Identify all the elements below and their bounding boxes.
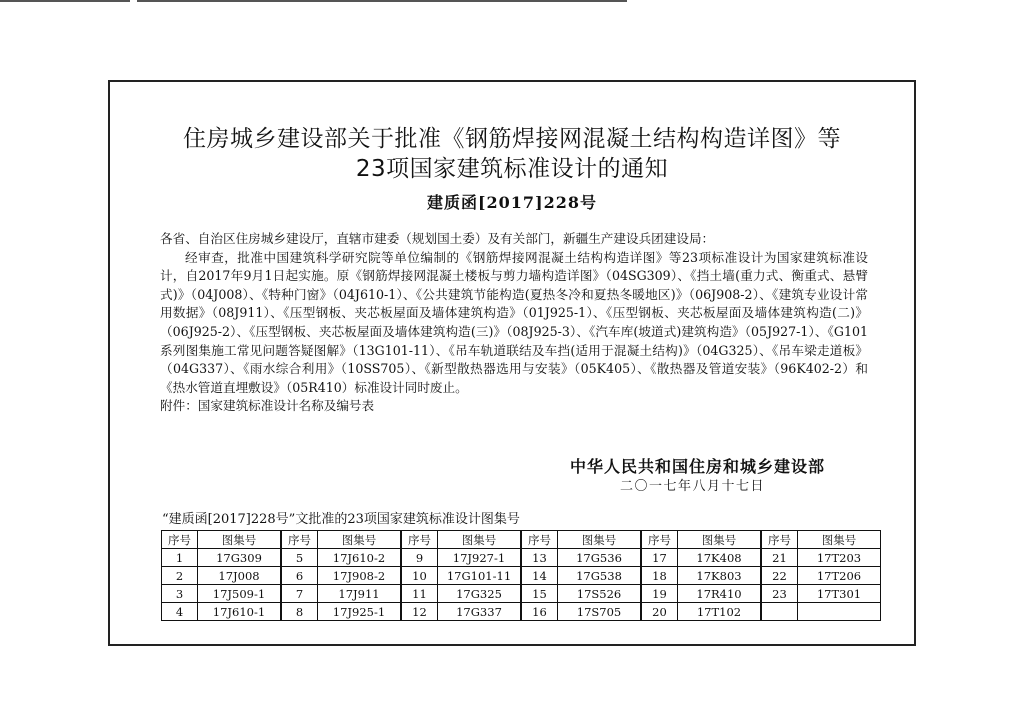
issue-date: 二〇一七年八月十七日: [620, 479, 766, 494]
table-cell: 10: [401, 567, 438, 585]
table-cell: 17J908-2: [318, 567, 402, 585]
table-cell: 17G101-11: [438, 567, 522, 585]
header-cell: 序号: [761, 531, 798, 549]
table-cell: 17J610-2: [318, 549, 402, 567]
top-edge-line: [0, 0, 130, 2]
table-cell: 13: [521, 549, 558, 567]
table-header-row: [162, 531, 881, 549]
table-cell: 22: [761, 567, 798, 585]
table-cell: 17G337: [438, 603, 522, 621]
table-cell: 15: [521, 585, 558, 603]
header-cell: 序号: [281, 531, 318, 549]
top-edge-line: [137, 0, 627, 2]
table-cell: 17K803: [678, 567, 762, 585]
header-cell: 序号: [401, 531, 438, 549]
table-cell: 12: [401, 603, 438, 621]
header-cell: 图集号: [198, 531, 282, 549]
table-cell: 17J610-1: [198, 603, 282, 621]
table-cell: 8: [281, 603, 318, 621]
table-cell: 17R410: [678, 585, 762, 603]
header-cell: 图集号: [678, 531, 762, 549]
notice-title-line1: 住房城乡建设部关于批准《钢筋焊接网混凝土结构构造详图》等: [183, 126, 841, 152]
table-cell: 19: [641, 585, 678, 603]
table-cell: 17G536: [558, 549, 642, 567]
header-cell: 序号: [162, 531, 198, 549]
table-cell: 17G538: [558, 567, 642, 585]
header-cell: 序号: [641, 531, 678, 549]
table-cell: 14: [521, 567, 558, 585]
table-row: [162, 603, 881, 621]
salutation: 各省、自治区住房城乡建设厅，直辖市建委（规划国土委）及有关部门，新疆生产建设兵团建设局：: [160, 231, 715, 246]
issuer: 中华人民共和国住房和城乡建设部: [570, 457, 826, 476]
header-cell: 图集号: [798, 531, 881, 549]
atlas-number-table: [161, 530, 881, 621]
table-cell: [761, 603, 798, 621]
table-cell: 17J925-1: [318, 603, 402, 621]
table-row: [162, 567, 881, 585]
table-cell: 1: [162, 549, 198, 567]
header-cell: 图集号: [438, 531, 522, 549]
table-cell: 17J911: [318, 585, 402, 603]
header-cell: 序号: [521, 531, 558, 549]
table-cell: 17G309: [198, 549, 282, 567]
header-cell: 图集号: [318, 531, 402, 549]
table-cell: 17G325: [438, 585, 522, 603]
table-cell: 17S705: [558, 603, 642, 621]
table-cell: 17T102: [678, 603, 762, 621]
table-cell: 11: [401, 585, 438, 603]
table-cell: 17J927-1: [438, 549, 522, 567]
table-row: [162, 585, 881, 603]
table-cell: 18: [641, 567, 678, 585]
table-cell: 17T301: [798, 585, 881, 603]
notice-title-line2: 23项国家建筑标准设计的通知: [355, 156, 669, 182]
table-cell: [798, 603, 881, 621]
table-cell: 17K408: [678, 549, 762, 567]
table-cell: 21: [761, 549, 798, 567]
body-paragraph: 经审查，批准中国建筑科学研究院等单位编制的《钢筋焊接网混凝土结构构造详图》等23项标准设计为国家建筑标准设计，自2017年9月1日起实施。原《钢筋焊接网混凝土楼板与剪力墙构造详图》（04SG309）、《挡土墙(重力式、衡重式、悬臂式)》（04J008）、《特种门窗》（04J610-1）、《公共建筑节能构造(夏热冬冷和夏热冬暖地区)》（06J908-2）、《建筑专业设计常用数据》（08J911）、《压型钢板、夹芯板屋面及墙体建筑构造》（01J925-1）、《压型钢板、夹芯板屋面及墙体建筑构造(二)》（06J925-2）、《压型钢板、夹芯板屋面及墙体建筑构造(三)》（08J925-3）、《汽车库(坡道式)建筑构造》（05J927-1）、《G101系列图集施工常见问题答疑图解》（13G101-11）、《吊车轨道联结及车挡(适用于混凝土结构)》（04G325）、《吊车梁走道板》（04G337）、《雨水综合利用》（10SS705）、《新型散热器选用与安装》（05K405）、《散热器及管道安装》（96K402-2）和《热水管道直埋敷设》（05R410）标准设计同时废止。: [160, 249, 868, 395]
table-cell: 7: [281, 585, 318, 603]
table-cell: 5: [281, 549, 318, 567]
table-cell: 17J509-1: [198, 585, 282, 603]
table-caption: “建质函[2017]228号”文批准的23项国家建筑标准设计图集号: [162, 512, 520, 527]
document-number: 建质函[2017]228号: [426, 193, 598, 212]
attachment-line: 附件：国家建筑标准设计名称及编号表: [160, 398, 375, 414]
notice-body: [160, 230, 868, 416]
table-cell: 23: [761, 585, 798, 603]
table-cell: 17J008: [198, 567, 282, 585]
document-frame: [108, 80, 916, 646]
table-cell: 3: [162, 585, 198, 603]
table-cell: 4: [162, 603, 198, 621]
table-cell: 17T206: [798, 567, 881, 585]
table-cell: 16: [521, 603, 558, 621]
table-cell: 9: [401, 549, 438, 567]
table-cell: 6: [281, 567, 318, 585]
table-cell: 17S526: [558, 585, 642, 603]
header-cell: 图集号: [558, 531, 642, 549]
table-cell: 2: [162, 567, 198, 585]
table-row: [162, 549, 881, 567]
table-cell: 17T203: [798, 549, 881, 567]
table-cell: 20: [641, 603, 678, 621]
table-cell: 17: [641, 549, 678, 567]
